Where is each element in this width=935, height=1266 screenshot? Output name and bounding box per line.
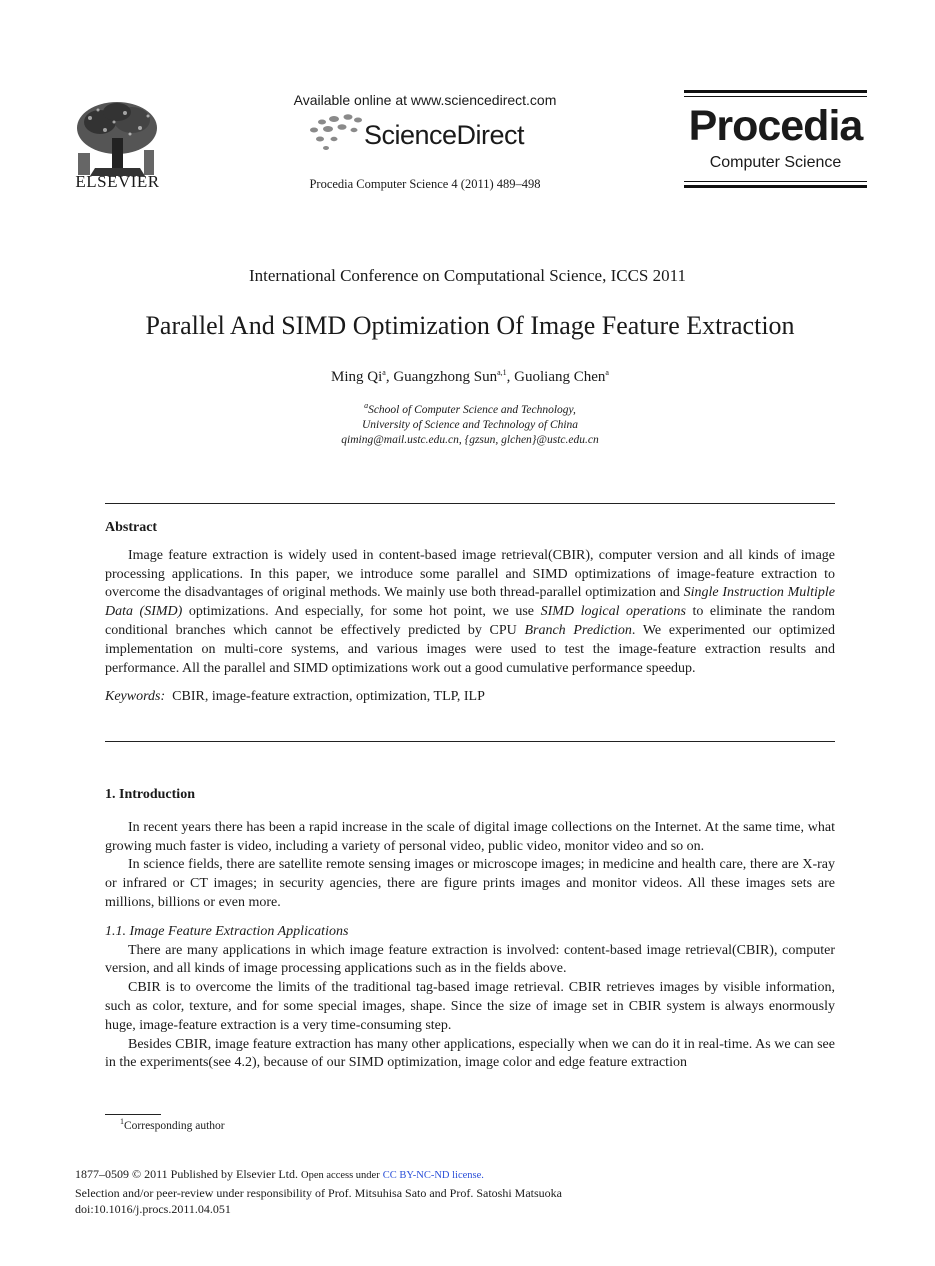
author-name: Guangzhong Sun (393, 369, 498, 385)
footnote-rule (105, 1114, 161, 1115)
license-link[interactable]: CC BY-NC-ND license. (382, 1170, 484, 1181)
procedia-top-rule (684, 90, 867, 93)
footnote-text: Corresponding author (124, 1120, 225, 1132)
abstract-text: . We experimented our optimized implementation on multi-core systems, and various images were used to test the image-feature extraction results and performance. All the parallel and SIMD optimizations work out a good cumulative performance speedup. (105, 622, 835, 676)
abstract-bottom-rule (105, 741, 835, 742)
affiliation-line-1: School of Computer Science and Technology, (368, 404, 576, 416)
author-separator: , (506, 369, 515, 385)
abstract-section (105, 519, 835, 707)
abstract-emphasis: SIMD logical operations (540, 604, 686, 620)
peer-review-note: Selection and/or peer-review under responsibility of Prof. Mitsuhisa Sato and Prof. Satoshi Matsuoka (75, 1185, 563, 1200)
abstract-heading: Abstract (105, 520, 158, 535)
abstract-text: to eliminate the random conditional branches which cannot be effectively predicted by CPU (105, 604, 835, 638)
keywords-line (105, 688, 835, 707)
footnote-mark: 1 (120, 1117, 124, 1127)
open-access-text: Open access under (301, 1170, 380, 1181)
author-affil-mark: a (382, 368, 386, 377)
introduction-section (105, 786, 835, 1073)
doi-text[interactable]: doi:10.1016/j.procs.2011.04.051 (75, 1202, 231, 1216)
abstract-text: Image feature extraction is widely used in content-based image retrieval(CBIR), computer version and all kinds of image processing applications. In this paper, we introduce some parallel and SIMD optimizations of image-feature extraction to overcome the disadvantages of original methods. We mainly use both thread-parallel optimization and (105, 547, 835, 601)
keywords-label: Keywords: (105, 689, 166, 705)
conference-name: International Conference on Computational Science, ICCS 2011 (248, 266, 686, 285)
author-affil-mark: a (605, 368, 609, 377)
author-name: Ming Qi (331, 369, 383, 385)
page-footer (75, 1166, 875, 1218)
abstract-body (105, 547, 835, 679)
author-affil-mark: a,1 (497, 368, 507, 377)
paper-title: Parallel And SIMD Optimization Of Image Feature Extraction (145, 311, 795, 340)
available-online-text[interactable]: Available online at www.sciencedirect.com (293, 92, 557, 108)
paragraph: Besides CBIR, image feature extraction has many other applications, especially when we can do it in real-time. As we can see in the experiments(see 4.2), because of our SIMD optimization, image color and edge feature extraction (105, 1036, 835, 1071)
procedia-wordmark: Procedia (688, 102, 863, 150)
abstract-emphasis: Single Instruction Multiple Data (SIMD) (105, 585, 836, 620)
footnote (120, 1117, 225, 1132)
author-list (0, 369, 935, 386)
paragraph: In science fields, there are satellite remote sensing images or microscope images; in medicine and health care, there are X-ray or infrared or CT images; in security agencies, there are figure prints images and monitor videos. All these images sets are millions, billions or even more. (105, 857, 835, 910)
subsection-heading: 1.1. Image Feature Extraction Applications (105, 923, 349, 939)
author-name: Guoliang Chen (514, 369, 606, 385)
paragraph: In recent years there has been a rapid increase in the scale of digital image collections on the Internet. At the same time, what growing much faster is video, including a variety of personal video, public video, monitor video and so on. (105, 819, 835, 854)
section-heading: 1. Introduction (105, 787, 195, 802)
procedia-subtitle: Computer Science (709, 154, 842, 171)
abstract-emphasis: Branch Prediction (524, 622, 632, 638)
sciencedirect-wordmark: ScienceDirect (364, 120, 525, 150)
affiliation-block (0, 403, 935, 448)
paragraph: There are many applications in which image feature extraction is involved: content-based image retrieval(CBIR), computer version, and all kinds of image processing applications such as in the fields above. (105, 942, 835, 977)
affiliation-emails[interactable]: qiming@mail.ustc.edu.cn, {gzsun, glchen}@ustc.edu.cn (341, 434, 599, 446)
keywords-list: CBIR, image-feature extraction, optimization, TLP, ILP (172, 689, 485, 705)
copyright-text: 1877–0509 © 2011 Published by Elsevier Ltd. (75, 1167, 298, 1181)
affiliation-line-2: University of Science and Technology of China (361, 419, 579, 431)
abstract-text: optimizations. And especially, for some hot point, we use (182, 604, 541, 620)
affil-mark: a (364, 401, 369, 411)
procedia-bottom-rule-thin (684, 181, 867, 182)
procedia-top-rule-thin (684, 96, 867, 97)
paragraph: CBIR is to overcome the limits of the traditional tag-based image retrieval. CBIR retrieves images by visible information, such as color, texture, and for some special images, shape. Since the size of image set in CBIR system is always enormously huge, image-feature extraction is a very time-consuming step. (105, 980, 835, 1033)
journal-reference: Procedia Computer Science 4 (2011) 489–498 (309, 177, 541, 191)
procedia-bottom-rule (684, 185, 867, 188)
author-separator: , (385, 369, 394, 385)
publisher-name: ELSEVIER (75, 172, 160, 191)
abstract-top-rule (105, 503, 835, 504)
